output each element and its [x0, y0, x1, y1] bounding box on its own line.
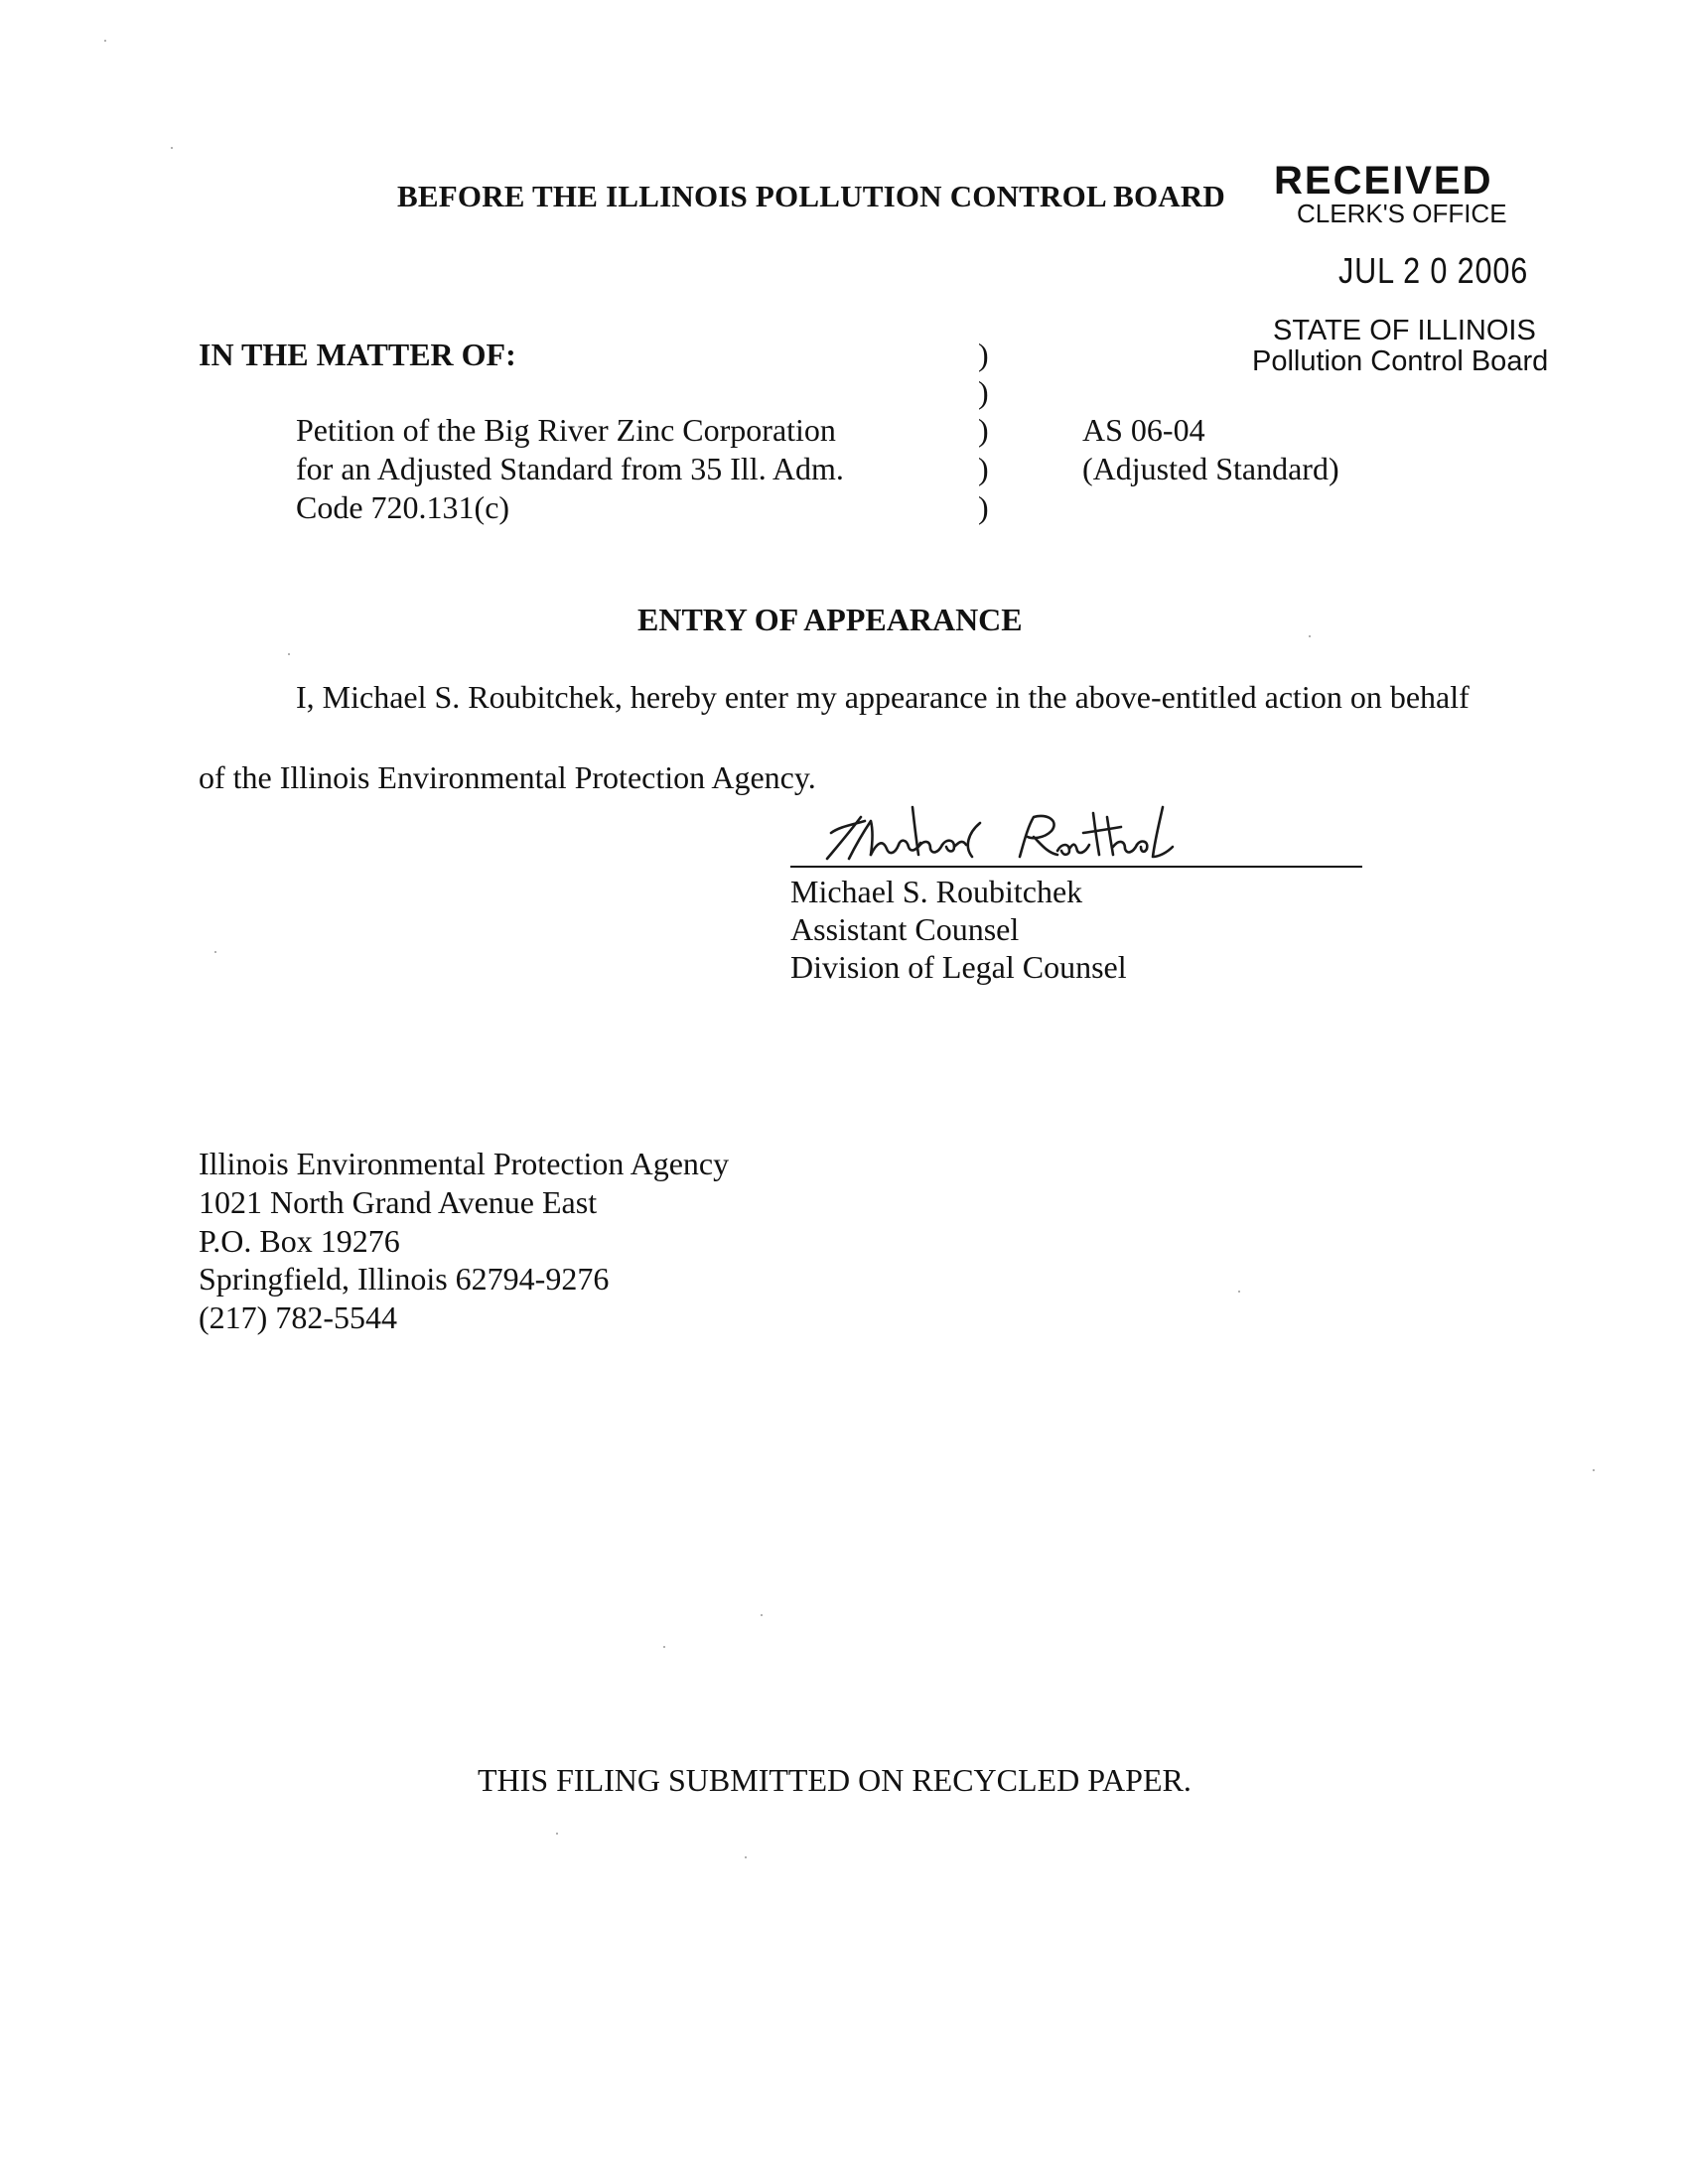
document-title: ENTRY OF APPEARANCE: [637, 602, 1023, 637]
address-line: P.O. Box 19276: [199, 1223, 400, 1259]
handwritten-signature: [809, 799, 1226, 874]
matter-heading: IN THE MATTER OF:: [199, 337, 516, 372]
petition-line: Petition of the Big River Zinc Corporation: [296, 412, 836, 448]
scan-speck: [745, 1856, 747, 1858]
case-number: AS 06-04: [1082, 412, 1205, 448]
caption-paren: ): [978, 412, 989, 448]
petition-line: for an Adjusted Standard from 35 Ill. Adm.: [296, 451, 844, 486]
signer-name: Michael S. Roubitchek: [790, 874, 1083, 909]
stamp-board: Pollution Control Board: [1252, 345, 1549, 377]
case-type: (Adjusted Standard): [1082, 451, 1339, 486]
statement-line: of the Illinois Environmental Protection Agency.: [199, 759, 816, 795]
signer-title: Assistant Counsel: [790, 911, 1020, 947]
scan-speck: [1238, 1291, 1240, 1293]
scan-speck: [171, 147, 173, 149]
address-line: Springfield, Illinois 62794-9276: [199, 1261, 610, 1297]
footer-note: THIS FILING SUBMITTED ON RECYCLED PAPER.: [478, 1762, 1192, 1798]
signature-image: [809, 799, 1226, 869]
address-line: (217) 782-5544: [199, 1299, 397, 1335]
scan-speck: [1593, 1469, 1595, 1471]
stamp-state: STATE OF ILLINOIS: [1273, 315, 1536, 346]
stamp-clerks-office: CLERK'S OFFICE: [1297, 199, 1507, 228]
scan-speck: [556, 1833, 558, 1835]
address-line: 1021 North Grand Avenue East: [199, 1184, 598, 1220]
scan-speck: [104, 40, 106, 42]
petition-line: Code 720.131(c): [296, 489, 510, 525]
scan-speck: [1309, 635, 1311, 637]
signer-division: Division of Legal Counsel: [790, 949, 1127, 985]
signature-line: [790, 866, 1362, 868]
stamp-date: JUL 2 0 2006: [1338, 250, 1529, 291]
caption-paren: ): [978, 337, 989, 372]
scan-speck: [761, 1614, 763, 1616]
address-line: Illinois Environmental Protection Agency: [199, 1146, 730, 1181]
scan-speck: [288, 653, 290, 655]
court-title: BEFORE THE ILLINOIS POLLUTION CONTROL BOARD: [397, 179, 1226, 213]
caption-paren: ): [978, 489, 989, 525]
stamp-received: RECEIVED: [1274, 159, 1493, 203]
caption-paren: ): [978, 374, 989, 410]
statement-line: I, Michael S. Roubitchek, hereby enter my appearance in the above-entitled action on behalf: [296, 679, 1470, 715]
scan-speck: [214, 951, 216, 953]
scan-speck: [663, 1646, 665, 1648]
caption-paren: ): [978, 451, 989, 486]
